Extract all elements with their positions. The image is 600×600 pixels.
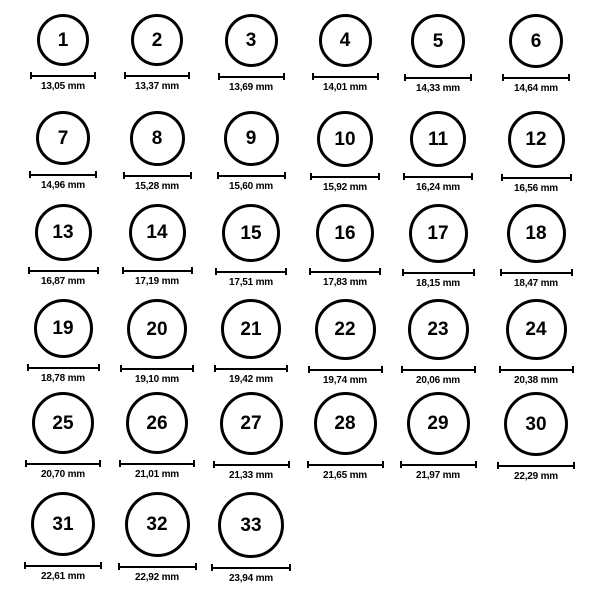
measure-line [27,367,100,369]
ring-size-cell [390,111,486,193]
measure-bar-icon [218,73,285,80]
measure-bar-icon [402,269,475,276]
ring-size-number: 28 [334,413,356,434]
ring-size-number: 27 [240,413,262,434]
measure-bar-icon [118,563,197,570]
ring-diameter-label: 15,92 mm [323,182,367,193]
ring-circle [225,14,278,67]
ring-circle [32,392,94,454]
ring-size-cell [203,299,299,385]
ring-diameter-label: 21,01 mm [135,469,179,480]
ring-diameter-label: 21,97 mm [416,470,460,481]
ring-diameter-measure [307,461,384,481]
ring-size-cell [488,14,584,94]
measure-line [499,369,574,371]
ring-size-cell [203,14,299,93]
measure-line [29,174,97,176]
ring-diameter-measure [214,365,288,385]
ring-diameter-label: 20,70 mm [41,469,85,480]
measure-bar-icon [307,461,384,468]
ring-diameter-label: 14,64 mm [514,83,558,94]
ring-diameter-measure [310,173,380,193]
ring-circle [221,299,281,359]
measure-line [25,463,101,465]
ring-size-cell [15,204,111,287]
measure-bar-icon [400,461,477,468]
measure-line [400,464,477,466]
ring-size-number: 12 [525,129,547,150]
ring-diameter-measure [118,563,197,583]
ring-size-number: 10 [334,128,356,150]
ring-circle [37,14,89,66]
ring-diameter-label: 14,33 mm [416,83,460,94]
ring-size-number: 30 [525,413,547,435]
ring-circle [131,14,183,66]
ring-circle [222,204,280,262]
ring-size-cell [109,392,205,480]
measure-line [124,75,190,77]
ring-circle [218,492,284,558]
measure-line [123,175,192,177]
measure-line [215,271,287,273]
ring-diameter-measure [401,366,476,386]
ring-diameter-measure [30,72,96,92]
ring-size-number: 17 [427,223,449,244]
ring-diameter-measure [308,366,383,386]
ring-size-cell [15,392,111,480]
ring-size-cell [390,14,486,94]
measure-bar-icon [497,462,575,469]
measure-bar-icon [119,460,195,467]
measure-line [500,272,573,274]
ring-size-number: 18 [525,223,547,244]
ring-diameter-measure [215,268,287,288]
ring-circle [407,392,470,455]
measure-line [404,77,472,79]
measure-bar-icon [308,366,383,373]
ring-diameter-measure [29,171,97,191]
measure-bar-icon [214,365,288,372]
ring-diameter-measure [499,366,574,386]
measure-line [312,76,379,78]
ring-diameter-label: 14,96 mm [41,180,85,191]
ring-size-cell [488,299,584,386]
ring-diameter-label: 16,87 mm [41,276,85,287]
measure-line [403,176,473,178]
ring-size-cell [488,392,584,482]
ring-diameter-label: 14,01 mm [323,82,367,93]
measure-line [119,463,195,465]
ring-diameter-measure [123,172,192,192]
ring-size-cell [297,299,393,386]
ring-circle [408,299,469,360]
measure-line [402,272,475,274]
ring-size-number: 29 [427,413,449,434]
ring-circle [127,299,187,359]
ring-size-number: 5 [432,30,444,52]
measure-bar-icon [123,172,192,179]
ring-size-cell [297,392,393,481]
ring-diameter-measure [218,73,285,93]
measure-line [217,175,286,177]
ring-diameter-label: 23,94 mm [229,573,273,584]
ring-diameter-measure [403,173,473,193]
measure-line [310,176,380,178]
ring-circle [409,204,468,263]
ring-size-cell [488,204,584,289]
ring-diameter-label: 19,74 mm [323,375,367,386]
ring-diameter-label: 15,60 mm [229,181,273,192]
ring-diameter-label: 20,06 mm [416,375,460,386]
ring-circle [224,111,279,166]
ring-circle [315,299,376,360]
ring-size-number: 14 [146,222,168,243]
ring-diameter-label: 16,24 mm [416,182,460,193]
measure-line [307,464,384,466]
ring-diameter-measure [124,72,190,92]
measure-line [497,465,575,467]
measure-bar-icon [215,268,287,275]
ring-size-cell [109,204,205,287]
ring-size-number: 16 [334,222,356,244]
ring-size-number: 8 [151,128,163,149]
ring-size-number: 21 [240,318,262,340]
measure-bar-icon [309,268,381,275]
ring-diameter-measure [502,74,570,94]
measure-bar-icon [217,172,286,179]
measure-bar-icon [28,267,99,274]
ring-circle [506,299,567,360]
ring-diameter-measure [211,564,291,584]
ring-diameter-measure [400,461,477,481]
measure-line [308,369,383,371]
ring-size-cell [203,111,299,192]
ring-diameter-label: 21,33 mm [229,470,273,481]
measure-line [214,368,288,370]
ring-diameter-label: 22,29 mm [514,471,558,482]
ring-size-cell [390,392,486,481]
ring-diameter-label: 18,47 mm [514,278,558,289]
ring-size-cell [390,299,486,386]
ring-diameter-label: 18,15 mm [416,278,460,289]
ring-diameter-measure [497,462,575,482]
ring-diameter-measure [213,461,290,481]
measure-bar-icon [213,461,290,468]
measure-bar-icon [124,72,190,79]
ring-diameter-label: 15,28 mm [135,181,179,192]
measure-bar-icon [310,173,380,180]
ring-size-number: 20 [146,318,168,340]
ring-diameter-label: 22,92 mm [135,572,179,583]
ring-circle [504,392,568,456]
ring-diameter-measure [25,460,101,480]
measure-line [309,271,381,273]
ring-circle [319,14,372,67]
ring-size-cell [488,111,584,194]
ring-circle [36,111,90,165]
ring-diameter-measure [312,73,379,93]
ring-size-number: 11 [427,128,449,150]
ring-diameter-label: 22,61 mm [41,571,85,582]
ring-size-number: 23 [427,319,449,340]
measure-bar-icon [120,365,194,372]
ring-diameter-measure [501,174,572,194]
measure-line [122,270,193,272]
ring-circle [314,392,377,455]
ring-size-number: 24 [525,319,547,340]
ring-size-number: 3 [245,30,257,51]
measure-bar-icon [29,171,97,178]
ring-circle [411,14,465,68]
ring-size-cell [203,392,299,481]
ring-diameter-label: 13,05 mm [41,81,85,92]
ring-diameter-label: 17,83 mm [323,277,367,288]
ring-size-number: 4 [339,30,351,51]
ring-circle [31,492,95,556]
ring-size-cell [390,204,486,289]
ring-circle [507,204,566,263]
measure-bar-icon [122,267,193,274]
ring-size-number: 19 [52,318,74,339]
ring-diameter-measure [402,269,475,289]
ring-diameter-measure [119,460,195,480]
ring-size-cell [109,299,205,385]
ring-size-cell [203,204,299,288]
measure-line [28,270,99,272]
ring-circle [509,14,563,68]
ring-size-number: 33 [240,514,262,536]
measure-bar-icon [403,173,473,180]
ring-diameter-label: 16,56 mm [514,183,558,194]
ring-circle [35,204,92,261]
ring-size-cell [15,492,111,582]
measure-line [211,567,291,569]
ring-diameter-label: 19,10 mm [135,374,179,385]
measure-line [401,369,476,371]
ring-circle [130,111,185,166]
measure-line [502,77,570,79]
measure-bar-icon [499,366,574,373]
ring-diameter-measure [122,267,193,287]
ring-diameter-label: 18,78 mm [41,373,85,384]
ring-size-cell [109,14,205,92]
ring-size-number: 6 [530,30,542,52]
measure-bar-icon [401,366,476,373]
ring-size-number: 9 [245,128,257,149]
ring-diameter-measure [309,268,381,288]
ring-size-number: 31 [52,513,74,535]
measure-line [24,565,102,567]
ring-size-number: 13 [52,222,74,243]
ring-diameter-measure [120,365,194,385]
ring-size-cell [203,492,299,584]
measure-line [120,368,194,370]
ring-size-cell [297,14,393,93]
ring-size-cell [297,111,393,193]
measure-line [30,75,96,77]
measure-bar-icon [502,74,570,81]
ring-size-number: 22 [334,319,356,340]
ring-circle [508,111,565,168]
measure-bar-icon [404,74,472,81]
ring-diameter-measure [217,172,286,192]
ring-diameter-label: 19,42 mm [229,374,273,385]
measure-bar-icon [211,564,291,571]
ring-size-number: 1 [57,29,69,51]
ring-circle [126,392,188,454]
measure-bar-icon [27,364,100,371]
measure-bar-icon [501,174,572,181]
ring-size-number: 32 [146,514,168,535]
ring-diameter-label: 20,38 mm [514,375,558,386]
ring-size-cell [109,111,205,192]
ring-circle [125,492,190,557]
measure-bar-icon [500,269,573,276]
ring-size-cell [297,204,393,288]
ring-circle [34,299,93,358]
ring-diameter-measure [28,267,99,287]
ring-diameter-measure [404,74,472,94]
measure-bar-icon [312,73,379,80]
measure-bar-icon [24,562,102,569]
ring-diameter-measure [500,269,573,289]
ring-size-cell [15,299,111,384]
ring-diameter-label: 21,65 mm [323,470,367,481]
ring-circle [220,392,283,455]
measure-line [501,177,572,179]
ring-circle [410,111,466,167]
ring-size-number: 7 [57,127,69,149]
ring-size-number: 26 [146,412,168,434]
ring-diameter-label: 13,69 mm [229,82,273,93]
ring-circle [129,204,186,261]
ring-diameter-label: 17,19 mm [135,276,179,287]
ring-size-cell [15,111,111,191]
ring-size-cell [109,492,205,583]
measure-line [218,76,285,78]
ring-diameter-label: 17,51 mm [229,277,273,288]
ring-size-cell [15,14,111,92]
ring-circle [317,111,373,167]
measure-line [213,464,290,466]
measure-bar-icon [30,72,96,79]
ring-diameter-measure [24,562,102,582]
ring-diameter-measure [27,364,100,384]
ring-diameter-label: 13,37 mm [135,81,179,92]
ring-circle [316,204,374,262]
ring-size-number: 15 [240,222,262,244]
measure-line [118,566,197,568]
ring-size-number: 25 [52,412,74,434]
measure-bar-icon [25,460,101,467]
ring-size-number: 2 [151,29,163,51]
